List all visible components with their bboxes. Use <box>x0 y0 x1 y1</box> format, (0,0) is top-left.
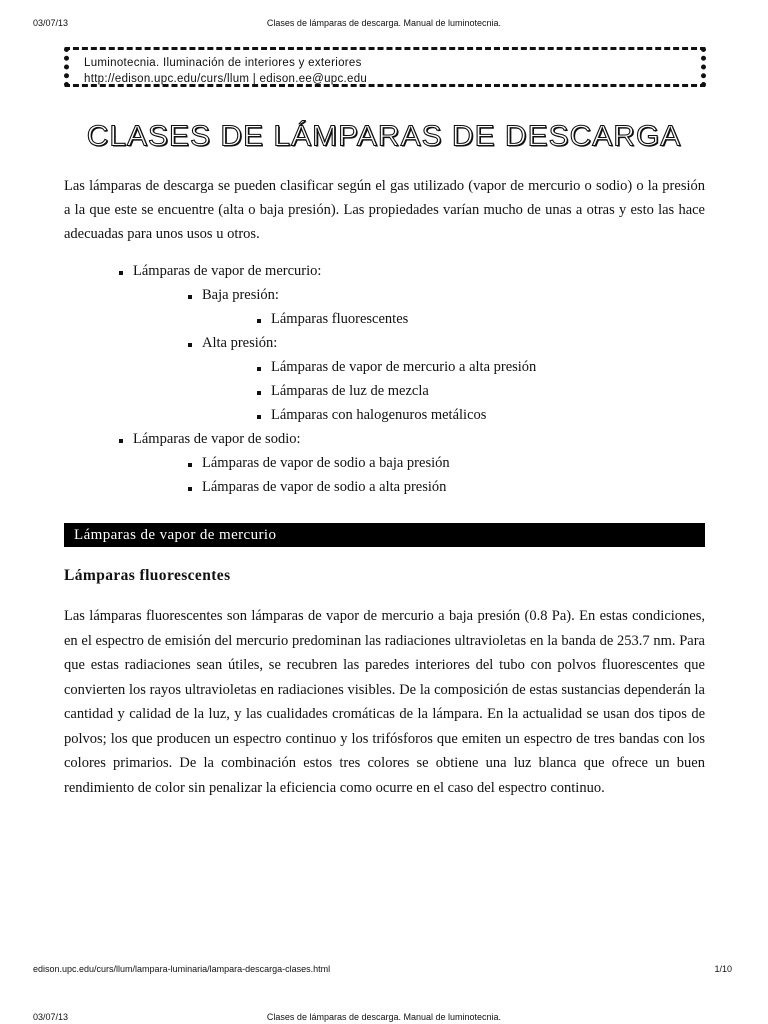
bullet-icon <box>188 343 192 347</box>
page-number: 1/10 <box>714 964 732 974</box>
site-info-box <box>64 47 706 87</box>
list-item-sodium: Lámparas de vapor de sodio: <box>133 431 301 448</box>
list-item-mercury-high: Alta presión: <box>202 335 277 352</box>
list-item-mercury-low: Baja presión: <box>202 287 279 304</box>
bullet-icon <box>188 295 192 299</box>
list-item-metal-halide: Lámparas con halogenuros metálicos <box>271 407 486 424</box>
list-item-fluorescent: Lámparas fluorescentes <box>271 311 408 328</box>
list-item-mixed-light: Lámparas de luz de mezcla <box>271 383 429 400</box>
print-date: 03/07/13 <box>33 1012 69 1022</box>
bullet-icon <box>257 367 261 371</box>
bullet-icon <box>188 463 192 467</box>
body-paragraph: Las lámparas fluorescentes son lámparas de vapor de mercurio a baja presión (0.8 Pa). En estas condiciones, en el espectro de emisión del mercurio predominan las radiaciones ultravioletas en la banda de 253.7 nm. Para que estas radiaciones sean útiles, se recubren las paredes interiores del tubo con polvos fluorescentes que convierten los rayos ultravioletas en radiaciones visibles. De la composición de estas sustancias dependerán la cantidad y calidad de la luz, y las cualidades cromáticas de la lámpara. En la actualidad se usan dos tipos de polvos; los que producen un espectro continuo y los trifósforos que emiten un espectro de tres bandas con los colores primarios. De la combinación estos tres colores se obtiene una luz blanca que ofrece un buen rendimiento de color sin penalizar la eficiencia como ocurre en el caso del espectro continuo. <box>64 608 705 796</box>
bullet-icon <box>257 319 261 323</box>
bullet-icon <box>257 415 261 419</box>
site-name: Luminotecnia. Iluminación de interiores y exteriores <box>84 57 362 69</box>
intro-paragraph: Las lámparas de descarga se pueden clasificar según el gas utilizado (vapor de mercurio o sodio) o la presión a la que este se encuentre (alta o baja presión). Las propiedades varían mucho de unas a otras y esto las hace adecuadas para unos usos u otros. <box>64 178 705 242</box>
print-title: Clases de lámparas de descarga. Manual de luminotecnia. <box>266 18 502 28</box>
list-item-lp-sodium: Lámparas de vapor de sodio a baja presión <box>202 455 450 472</box>
bullet-icon <box>257 391 261 395</box>
bullet-icon <box>119 271 123 275</box>
list-item-mercury: Lámparas de vapor de mercurio: <box>133 263 321 280</box>
print-date: 03/07/13 <box>33 18 69 28</box>
list-item-hp-sodium: Lámparas de vapor de sodio a alta presión <box>202 479 446 496</box>
bullet-icon <box>188 487 192 491</box>
bullet-icon <box>119 439 123 443</box>
print-url: edison.upc.edu/curs/llum/lampara-luminaria/lampara-descarga-clases.html <box>33 964 331 974</box>
list-item-hp-mercury: Lámparas de vapor de mercurio a alta presión <box>271 359 536 376</box>
page-title: CLASES DE LÁMPARAS DE DESCARGA <box>86 120 682 153</box>
site-contact[interactable]: http://edison.upc.edu/curs/llum | edison.ee@upc.edu <box>84 73 368 85</box>
section-heading: Lámparas de vapor de mercurio <box>64 523 705 547</box>
print-title: Clases de lámparas de descarga. Manual de luminotecnia. <box>266 1012 502 1022</box>
subsection-heading: Lámparas fluorescentes <box>64 567 231 584</box>
